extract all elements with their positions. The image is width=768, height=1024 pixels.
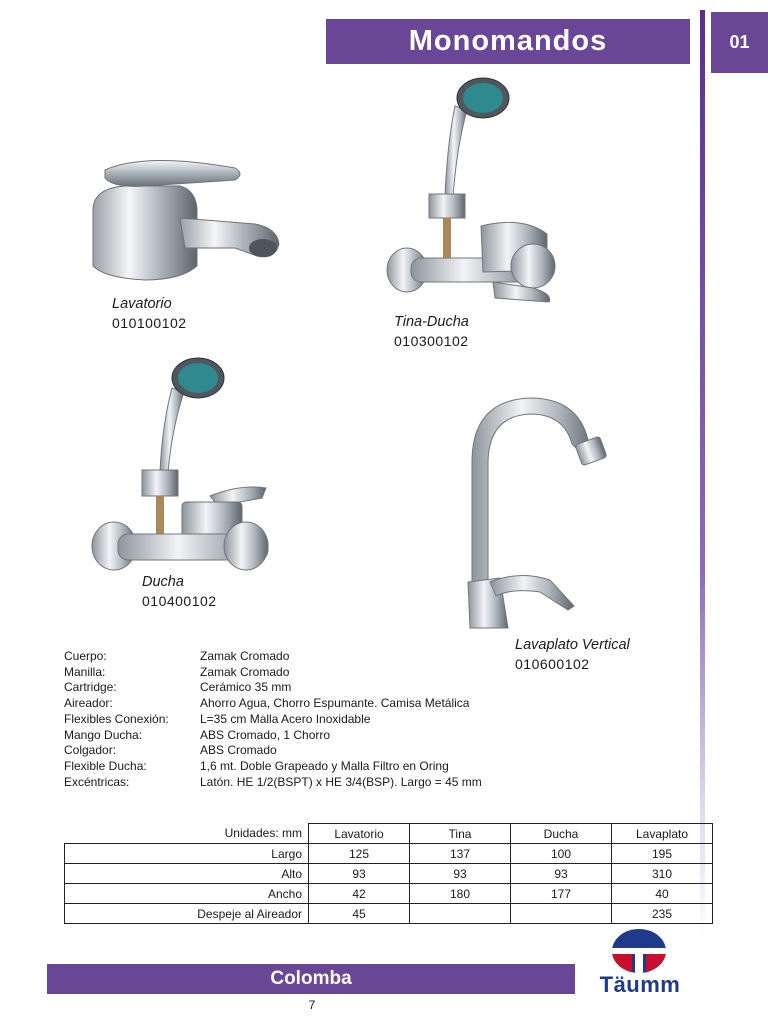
product-name: Lavaplato Vertical <box>515 637 630 653</box>
spec-label: Cuerpo: <box>64 649 107 663</box>
product-name: Ducha <box>142 574 184 590</box>
spec-row <box>64 775 524 791</box>
spec-value: Latón. HE 1/2(BSPT) x HE 3/4(BSP). Largo = 45 mm <box>200 774 482 789</box>
product-name: Tina-Ducha <box>394 314 469 330</box>
page-number: 7 <box>308 998 316 1012</box>
column-header: Ducha <box>511 824 612 844</box>
spec-row <box>64 680 524 696</box>
spec-value: Cerámico 35 mm <box>200 680 292 695</box>
table-cell: 93 <box>511 864 612 884</box>
table-cell: 180 <box>410 884 511 904</box>
series-footer-band: Colomba <box>47 964 575 994</box>
table-cell: 125 <box>309 844 410 864</box>
table-cell: 137 <box>410 844 511 864</box>
page-title: Monomandos <box>326 19 690 64</box>
product-code: 010400102 <box>142 593 217 609</box>
spec-label: Flexible Ducha: <box>64 758 147 773</box>
product-code: 010300102 <box>394 333 469 349</box>
spec-label: Mango Ducha: <box>64 727 143 742</box>
spec-row <box>64 712 524 728</box>
table-cell: 235 <box>612 904 713 924</box>
spec-label: Colgador: <box>64 743 117 758</box>
row-label: Despeje al Aireador <box>65 904 309 924</box>
table-cell: 310 <box>612 864 713 884</box>
table-cell: 93 <box>309 864 410 884</box>
row-label: Alto <box>65 864 309 884</box>
spec-row <box>64 743 524 759</box>
product-name: Lavatorio <box>112 296 172 312</box>
units-label: Unidades: mm <box>65 824 309 844</box>
table-cell: 100 <box>511 844 612 864</box>
spec-row <box>64 665 524 681</box>
table-cell: 93 <box>410 864 511 884</box>
spec-value: Ahorro Agua, Chorro Espumante. Camisa Metálica <box>200 696 470 711</box>
column-header: Lavaplato <box>612 824 713 844</box>
ducha-faucet-image <box>90 356 275 581</box>
spec-value: Zamak Cromado <box>200 649 290 663</box>
table-cell: 177 <box>511 884 612 904</box>
column-header: Lavatorio <box>309 824 410 844</box>
spec-label: Excéntricas: <box>64 774 130 789</box>
spec-row <box>64 728 524 744</box>
spec-value: L=35 cm Malla Acero Inoxidable <box>200 711 371 726</box>
column-header: Tina <box>410 824 511 844</box>
spec-row <box>64 649 524 665</box>
spec-value: ABS Cromado, 1 Chorro <box>200 727 331 742</box>
table-header-row <box>65 824 713 844</box>
table-cell: 40 <box>612 884 713 904</box>
spec-value: Zamak Cromado <box>200 664 290 679</box>
spec-label: Aireador: <box>64 696 113 711</box>
table-row <box>65 844 713 864</box>
page-edge-rule <box>700 10 705 940</box>
row-label: Largo <box>65 844 309 864</box>
lavatorio-faucet-image <box>85 148 285 283</box>
table-cell: 42 <box>309 884 410 904</box>
product-code: 010600102 <box>515 656 590 672</box>
specifications-list <box>64 649 524 790</box>
spec-row <box>64 759 524 775</box>
table-row <box>65 864 713 884</box>
table-cell <box>410 904 511 924</box>
section-number-tab: 01 <box>711 12 768 73</box>
table-row <box>65 904 713 924</box>
tina-ducha-faucet-image <box>383 76 563 312</box>
brand-wordmark: Täumm <box>599 972 681 997</box>
spec-label: Flexibles Conexión: <box>64 711 169 726</box>
dimensions-table <box>64 823 713 924</box>
lavaplato-vertical-faucet-image <box>460 392 610 632</box>
brand-logo-icon <box>610 928 668 974</box>
table-row <box>65 884 713 904</box>
spec-label: Cartridge: <box>64 680 117 695</box>
table-cell: 45 <box>309 904 410 924</box>
spec-value: ABS Cromado <box>200 743 277 758</box>
table-cell <box>511 904 612 924</box>
row-label: Ancho <box>65 884 309 904</box>
spec-value: 1,6 mt. Doble Grapeado y Malla Filtro en Oring <box>200 758 449 773</box>
spec-label: Manilla: <box>64 664 106 679</box>
spec-row <box>64 696 524 712</box>
table-cell: 195 <box>612 844 713 864</box>
product-code: 010100102 <box>112 315 187 331</box>
